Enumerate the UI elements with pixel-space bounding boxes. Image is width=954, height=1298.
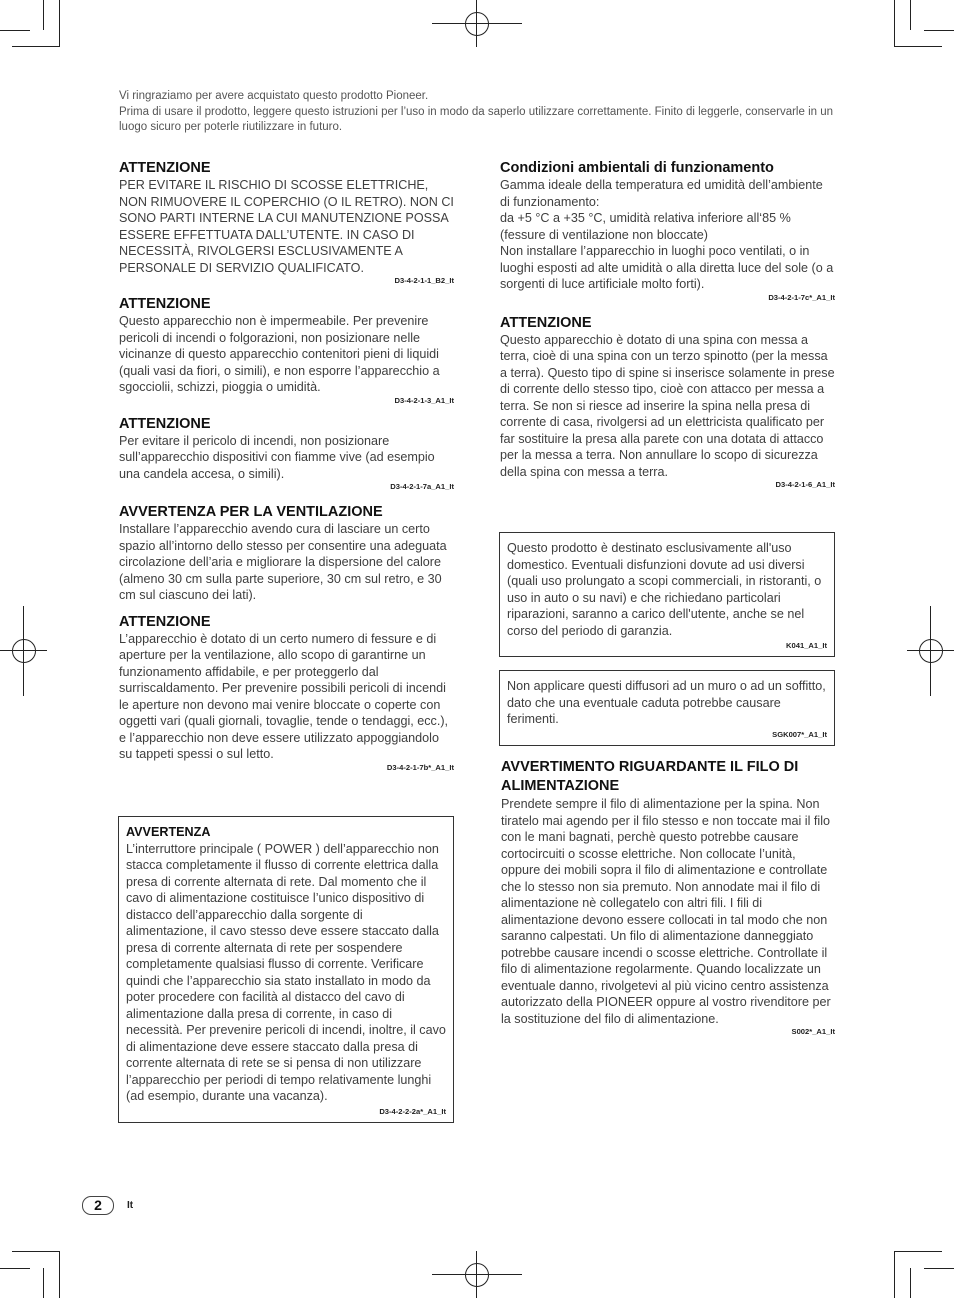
doc-code: D3-4-2-1-3_A1_It xyxy=(394,395,454,405)
warning-section xyxy=(119,160,454,286)
section-text: Gamma ideale della temperatura ed umidità dell’ambiente di funzionamento: da +5 °C a +35 °C, umidità relativa inferiore all‘85 % (fessure di ventilazione non bloccate) Non installare l’apparecchio in luoghi poco ventilati, o in luoghi esposti ad alte umidità o alla diretta luce del sole (o a sorgenti di luce artificiale molto forti). xyxy=(500,178,834,291)
section-text: Questo apparecchio non è impermeabile. Per prevenire pericoli di incendi o folgorazioni, non posizionare nelle vicinanze di questo apparecchio contenitori pieni di liquidi (quali vasi da fiori, o simili), e non esporre l’apparecchio a sgocciolii, schizzi, pioggia o umidità. xyxy=(119,314,440,394)
warning-section xyxy=(119,614,454,773)
doc-code: D3-4-2-1-7c*_A1_It xyxy=(768,292,835,302)
doc-code: D3-4-2-1-6_A1_It xyxy=(775,480,835,489)
doc-code: D3-4-2-1-7a_A1_It xyxy=(390,482,454,491)
section-text: Prendete sempre il filo di alimentazione per la spina. Non tiratelo mai agendo per il filo stesso e non toccate mai il filo con le mani bagnati, perchè questo potrebbe causare cortocircuiti o scosse elettriche. Non collocate l’unità, oppure dei mobili sopra il filo di alimentazione e controllate che lo stesso non sia premuto. Non annodate mai il filo di alimentazione nè collegatelo con altri fili. I fili di alimentazione devono essere collocati in tal modo che non saranno calpestati. Un filo di alimentazione danneggiato potrebbe causare incendi o scosse elettriche. Controllate il filo di alimentazione regolarmente. Quando localizzate un eventuale danno, rivolgetevi al più vicino centro assistenza autorizzato della PIONEER oppure al vostro rivenditore per la sostituzione del filo di alimentazione. xyxy=(501,797,831,1026)
section-heading: ATTENZIONE xyxy=(119,296,211,312)
right-column xyxy=(500,160,835,490)
left-column xyxy=(119,160,454,773)
warning-section xyxy=(119,416,454,493)
ventilation-section xyxy=(119,504,454,604)
speaker-mounting-box xyxy=(499,670,835,746)
section-text: PER EVITARE IL RISCHIO DI SCOSSE ELETTRICHE, NON RIMUOVERE IL COPERCHIO (O IL RETRO). NON CI SONO PARTI INTERNE LA CUI MANUTENZIONE POSSA ESSERE EFFETTUATA DALL’UTENTE. IN CASO DI NECESSITÀ, RIVOLGERSI ESCLUSIVAMENTE A PERSONALE DI SERVIZIO QUALIFICATO. xyxy=(119,178,454,275)
section-text: Installare l’apparecchio avendo cura di lasciare un certo spazio all’intorno dello stesso per consentire una adeguata circolazione dell’aria e migliorare la dispersione del calore (almeno 30 cm sulla parte superiore, 30 cm sul retro, e 30 cm sul ciascuno dei lati). xyxy=(119,522,447,602)
domestic-use-box xyxy=(499,532,835,657)
intro xyxy=(119,89,839,136)
power-cord-section xyxy=(501,758,835,1037)
section-text: L’apparecchio è dotato di un certo numero di fessure e di aperture per la ventilazione, allo scopo di garantirne un funzionamento affidabile, e per proteggerlo dal surriscaldamento. Per prevenire possibili pericoli di incendi le aperture non devono mai venire bloccate o coperte con oggetti vari (quali giornali, tovaglie, tende o tendaggi, ecc.), e l’apparecchio non deve essere utilizzato appoggiandolo su tappeti spessi o sul letto. xyxy=(119,631,449,761)
box-text: L’interruttore principale ( POWER ) dell’apparecchio non stacca completamente il flusso di corrente elettrica dalla presa di corrente alternata di rete. Dal momento che il cavo di alimentazione costituisce l’unico dispositivo di distacco dell’apparecchio dalla sorgente di alimentazione, il cavo stesso deve essere staccato dalla presa di corrente alternata di rete per sospendere completamente qualsiasi flusso di corrente. Verificare quindi che l’apparecchio sia stato installato in modo da poter procedere con facilità al distacco del cavo di alimentazione dalla presa di corrente, in caso di necessità. Per prevenire pericoli di incendi, inoltre, il cavo di alimentazione deve essere staccato dalla presa di corrente alternata di rete se si pensa di non utilizzare l’apparecchio per periodi di tempo relativamente lunghi (ad esempio, durante una vacanza). xyxy=(126,841,446,1103)
section-heading: ATTENZIONE xyxy=(500,314,592,331)
warning-section xyxy=(500,315,835,491)
section-heading: ATTENZIONE xyxy=(119,160,211,176)
section-text: Per evitare il pericolo di incendi, non posizionare sull’apparecchio dispositivi con fiamme vive (ad esempio una candela accesa, o simili). xyxy=(119,433,435,481)
section-heading: AVVERTIMENTO RIGUARDANTE IL FILO DI ALIMENTAZIONE xyxy=(501,759,799,794)
section-heading: ATTENZIONE xyxy=(119,415,211,432)
doc-code: K041_A1_It xyxy=(786,641,827,650)
power-switch-box xyxy=(118,816,454,1123)
intro-line-2: Prima di usare il prodotto, leggere questo istruzioni per l’uso in modo da saperlo utilizzare correttamente. Finito di leggerle, conservarle in un luogo sicuro per poterle riutilizzare in futuro. xyxy=(119,105,834,133)
doc-code: D3-4-2-1-1_B2_It xyxy=(394,276,454,285)
doc-code: SGK007*_A1_It xyxy=(772,729,827,739)
doc-code: D3-4-2-2-2a*_A1_It xyxy=(379,1106,446,1116)
section-heading: ATTENZIONE xyxy=(119,613,211,630)
box-heading: AVVERTENZA xyxy=(126,825,211,839)
box-text: Questo prodotto è destinato esclusivamente all'uso domestico. Eventuali disfunzioni dovute ad usi diversi (quali uso prolungato a scopi commerciali, in ristoranti, o uso in auto o su navi) e che richiedano particolari riparazioni, saranno a carico dell'utente, anche se nel corso del periodo di garanzia. xyxy=(507,541,822,638)
doc-code: D3-4-2-1-7b*_A1_It xyxy=(386,762,454,772)
environment-section xyxy=(500,160,835,303)
intro-line-1: Vi ringraziamo per avere acquistato questo prodotto Pioneer. xyxy=(119,90,429,102)
doc-code: S002*_A1_It xyxy=(791,1027,835,1036)
section-heading: AVVERTENZA PER LA VENTILAZIONE xyxy=(119,504,383,520)
language-code: It xyxy=(127,1200,134,1211)
page-number: 2 xyxy=(82,1196,114,1215)
section-heading: Condizioni ambientali di funzionamento xyxy=(500,160,774,176)
section-text: Questo apparecchio è dotato di una spina con messa a terra, cioè di una spina con un terzo spinotto (per la messa a terra). Questo tipo di spine si inserisce solamente in prese di corrente dello stesso tipo, cioè con attacco per messa a terra. Se non si riesce ad inserire la spina nella presa di corrente di casa, rivolgersi ad un elettricista qualificato per far sostituire la presa alla parete con una dotata di attacco per la messa a terra. Non annullare lo scopo di sicurezza della spina con messa a terra. xyxy=(500,332,835,479)
warning-section xyxy=(119,296,454,406)
box-text: Non applicare questi diffusori ad un muro o ad un soffitto, dato che una eventuale caduta potrebbe causare ferimenti. xyxy=(507,679,826,726)
